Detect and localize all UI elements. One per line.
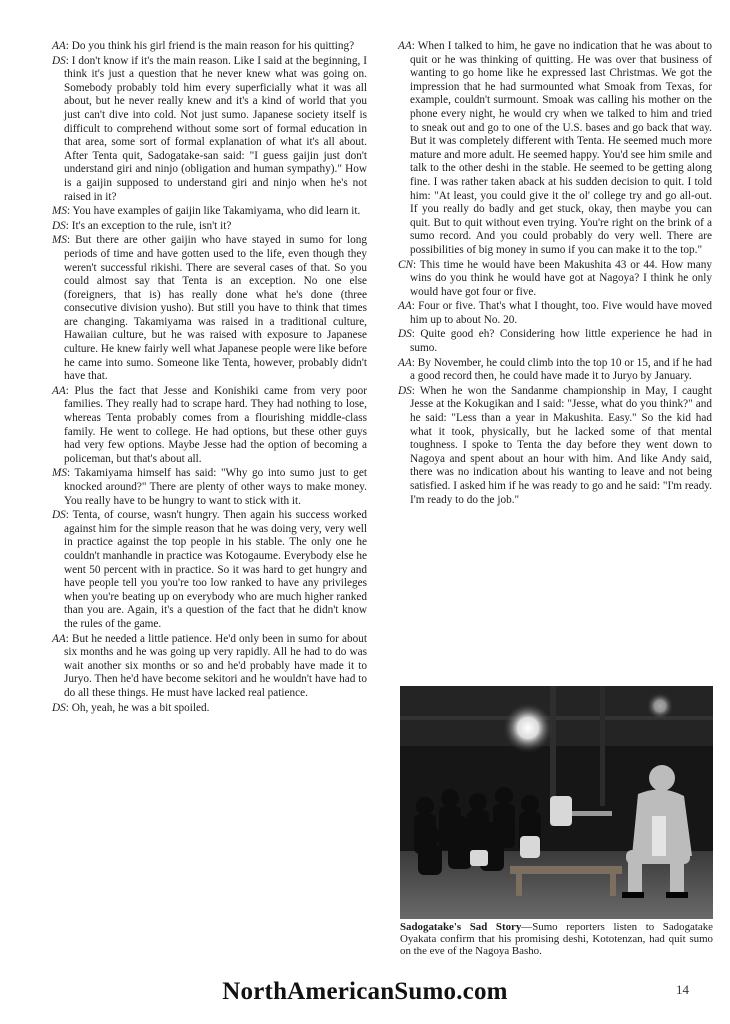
dialogue-paragraph: DS: When he won the Sandanme championship in May, I caught Jesse at the Kokugikan and I said: "Jesse, what do you think?" and he said: "Less than a year in Makushita. Easy." So the kid had what it took, physically, but he lacked some of that mental toughness. I spoke to Tenta the day before they went down to Nagoya and spent about an hour with him. And like Andy said, there was no indication about his wanting to leave and not being satisfied. I asked him if he was ready to go and he said: "I'm ready. I'm ready to do the job." (398, 384, 712, 506)
photo-illustration (400, 686, 713, 919)
right-column (398, 40, 712, 508)
speech-text: You have examples of gaijin like Takamiyama, who did learn it. (72, 205, 361, 218)
speaker-label: AA (52, 40, 66, 52)
speaker-label: DS (52, 509, 66, 522)
speaker-label: DS (52, 701, 66, 714)
speech-text: Quite good eh? Considering how little experience he had in sumo. (410, 328, 712, 355)
dialogue-paragraph: AA: Do you think his girl friend is the main reason for his quitting? (52, 40, 355, 52)
speech-text: I don't know if it's the main reason. Like I said at the beginning, I think it's just a question that he never knew what was going on. Somebody probably told him every superficially what it was all about, but he never really knew and it's a kind of world that you just can't dive into cold. Not just sumo. Japanese society itself is difficult to comprehend without some sort of formal education in that area, some sort of formal explanation of what it's all about. After Tenta quit, Sadogatake-san said: "I guess gaijin just don't understand giri and ninjo (obligation and human sympathy)." How is a gaijin supposed to understand giri and ninjo when he's not raised in it? (64, 54, 367, 203)
dialogue-paragraph: DS: Tenta, of course, wasn't hungry. Then again his success worked against him for the simple reason that he was doing very, very well in practice against the top people in his stable. The only one he couldn't manhandle in practice was Kotogaume. Everybody else he went 50 percent with in practice. So it was hard to get hungry and have people tell you you're too low ranked to have any privileges when you're beating up on everybody who are much higher ranked than you are. Again, it's a question of the fact that he didn't know the rules of the game. (52, 509, 367, 630)
speaker-label: DS (398, 384, 412, 397)
dialogue-paragraph: CN: This time he would have been Makushita 43 or 44. How many wins do you think he would have got at Nagoya? I think he only would have got four or five. (398, 258, 712, 298)
dialogue-paragraph: DS: Oh, yeah, he was a bit spoiled. (52, 701, 210, 714)
site-footer: NorthAmericanSumo.com (222, 978, 508, 1005)
speaker-label: DS (398, 328, 412, 341)
speech-text: Do you think his girl friend is the main reason for his quitting? (71, 40, 355, 52)
speech-text: This time he would have been Makushita 43 or 44. How many wins do you think he would have got at Nagoya? I think he only would have got four or five. (410, 258, 712, 298)
left-column (52, 40, 367, 716)
speaker-label: AA (398, 356, 412, 369)
speech-text: By November, he could climb into the top 10 or 15, and if he had a good record then, he could have made it to Juryo by January. (410, 356, 712, 383)
dialogue-paragraph: AA: But he needed a little patience. He'd only been in sumo for about six months and he was going up very rapidly. All he had to do was wait another six months or so and he'd probably have made it to Juryo. Then he'd have become sekitori and he wouldn't have had to do all these things. He must have lacked real patience. (52, 632, 367, 699)
page-number: 14 (676, 982, 689, 997)
speech-text: But there are other gaijin who have stayed in sumo for long periods of time and have gotten used to the life, even though they weren't successful rikishi. There are several cases of that. So you could almost say that Tenta is an exception. No one else (foreigners, that is) has really done what he's done (three consecutive division yusho). But still you have to think that times are changing. Takamiyama was raised in a traditional culture, Hawaiian culture, but he was raised with exposure to Japanese culture. He knew fairly well what Japanese people were like before he came into sumo. Someone like Tenta, however, probably didn't have that. (64, 234, 367, 383)
dialogue-paragraph: DS: Quite good eh? Considering how little experience he had in sumo. (398, 328, 712, 355)
speech-text: When he won the Sandanme championship in May, I caught Jesse at the Kokugikan and I said: "Jesse, what do you think?" and he said: "Less than a year in Makushita. Easy." So the kid had what it took, physically, but he lacked some of that mental toughness. I spoke to Tenta the day before they went down to Nagoya and spent about an hour with him. And like Andy said, there was no indication about his wanting to leave and not being satisfied. I asked him if he was ready to go and he said: "I'm ready. I'm ready to do the job." (410, 384, 712, 506)
photo-caption (400, 921, 713, 957)
caption-text: —Sumo reporters listen to Sadogatake Oyakata confirm that his promising deshi, Kototenzan, had quit sumo on the eve of the Nagoya Basho. (400, 921, 713, 957)
dialogue-paragraph: MS: Takamiyama himself has said: "Why go into sumo just to get knocked around?" There are plenty of other ways to make money. You really have to be hungry to want to stick with it. (52, 467, 367, 507)
caption-title: Sadogatake's Sad Story (400, 921, 522, 933)
dialogue-paragraph: AA: Four or five. That's what I thought, too. Five would have moved him up to about No. 20. (398, 300, 712, 326)
dialogue-paragraph: MS: But there are other gaijin who have stayed in sumo for long periods of time and have gotten used to the life, even though they weren't successful rikishi. There are several cases of that. So you could almost say that Tenta is an exception. No one else (foreigners, that is) has really done what he's done (three consecutive division yusho). But still you have to think that times are changing. Takamiyama was raised in a traditional culture, Hawaiian culture, but he was raised with exposure to Japanese culture. He knew fairly well what Japanese people were like before he came into sumo. Someone like Tenta, however, probably didn't have that. (52, 234, 367, 383)
speech-text: Takamiyama himself has said: "Why go into sumo just to get knocked around?" There are plenty of other ways to make money. You really have to be hungry to want to stick with it. (64, 467, 367, 507)
speaker-label: AA (398, 40, 412, 52)
speech-text: Tenta, of course, wasn't hungry. Then again his success worked against him for the simple reason that he was doing very, very well in practice against the top people in his stable. The only one he couldn't manhandle in practice was Kotogaume. Everybody else he went 50 percent with in practice. So it was hard to get hungry and have people tell you you're too low ranked to have any privileges when you're beating up on everybody who are much higher ranked than you are. Again, it's a question of the fact that he didn't know the rules of the game. (64, 509, 367, 630)
speaker-label: AA (52, 384, 66, 397)
speech-text: It's an exception to the rule, isn't it? (71, 219, 232, 232)
dialogue-paragraph: AA: By November, he could climb into the top 10 or 15, and if he had a good record then, he could have made it to Juryo by January. (398, 356, 712, 383)
speaker-label: MS (52, 234, 67, 247)
speech-text: Oh, yeah, he was a bit spoiled. (71, 701, 210, 714)
dialogue-paragraph: DS: I don't know if it's the main reason. Like I said at the beginning, I think it's just a question that he never knew what was going on. Somebody probably told him every superficially what it was all about, but he never really knew and it's a kind of world that you just can't dive into cold. Not just sumo. Japanese society itself is difficult to comprehend without some sort of formal education in that area, some sort of formal explanation of what it's all about. After Tenta quit, Sadogatake-san said: "I guess gaijin just don't understand giri and ninjo (obligation and human sympathy)." How is a gaijin supposed to understand giri and ninjo when he's not raised in it? (52, 54, 367, 203)
speaker-label: DS (52, 54, 66, 67)
speaker-label: AA (52, 632, 66, 645)
speech-text: Plus the fact that Jesse and Konishiki came from very poor families. They really had to scrape hard. They had nothing to lose, whereas Tenta probably comes from a flourishing middle-class family. He went to college. He had options, but these other guys had very few options. Maybe Jesse had the option of becoming a policeman, but that's about all. (64, 384, 367, 465)
speaker-label: MS (52, 205, 67, 218)
speaker-label: CN (398, 258, 414, 271)
speaker-label: AA (398, 300, 412, 313)
dialogue-paragraph: DS: It's an exception to the rule, isn't it? (52, 219, 232, 232)
press-conference-photo (400, 686, 713, 919)
speech-text: But he needed a little patience. He'd only been in sumo for about six months and he was going up very rapidly. All he had to do was wait another six months or so and he'd probably have made it to Juryo. Then he'd have become sekitori and he wouldn't have had to do all these things. He must have lacked real patience. (64, 632, 367, 699)
dialogue-paragraph: AA: Plus the fact that Jesse and Konishiki came from very poor families. They really had to scrape hard. They had nothing to lose, whereas Tenta probably comes from a flourishing middle-class family. He went to college. He had options, but these other guys had very few options. Maybe Jesse had the option of becoming a policeman, but that's about all. (52, 384, 367, 465)
dialogue-paragraph: MS: You have examples of gaijin like Takamiyama, who did learn it. (52, 205, 361, 218)
speech-text: Four or five. That's what I thought, too. Five would have moved him up to about No. 20. (410, 300, 712, 326)
speaker-label: MS (52, 467, 67, 480)
dialogue-paragraph: AA: When I talked to him, he gave no indication that he was about to quit or he was thinking of quitting. He was over that business of wanting to go home like he expressed last Christmas. We got the impression that he had surmounted what Smoak from Texas, for example, couldn't surmount. Smoak was calling his mother on the phone every night, he would cry when we talked to him and tried to sneak out and go to one of the U.S. bases and go back that way. But it was completely different with Tenta. He seemed much more mature and more adult. He seemed happy. You'd see him smile and talk to the other deshi in the stable. He seemed to be getting along fine. I was rather taken aback at his sudden decision to quit. I told him: "At least, you could give it the ol' college try and go all-out. If you really do badly and get stuck, okay, then maybe you can quit. But to quit without even trying. You're right on the brink of a sumo record. And you could probably do very well. There are possibilities of big money in sumo if you can make it to the top." (398, 40, 712, 256)
speaker-label: DS (52, 219, 66, 232)
speech-text: When I talked to him, he gave no indication that he was about to quit or he was thinking of quitting. He was over that business of wanting to go home like he expressed last Christmas. We got the impression that he had surmounted what Smoak from Texas, for example, couldn't surmount. Smoak was calling his mother on the phone every night, he would cry when we talked to him and tried to sneak out and go to one of the U.S. bases and go back that way. But it was completely different with Tenta. He seemed much more mature and more adult. He seemed happy. You'd see him smile and talk to the other deshi in the stable. He seemed to be getting along fine. I was rather taken aback at his sudden decision to quit. I told him: "At least, you could give it the ol' college try and go all-out. If you really do badly and get stuck, okay, then maybe you can quit. But to quit without even trying. You're right on the brink of a sumo record. And you could probably do very well. There are possibilities of big money in sumo if you can make it to the top." (410, 40, 712, 256)
